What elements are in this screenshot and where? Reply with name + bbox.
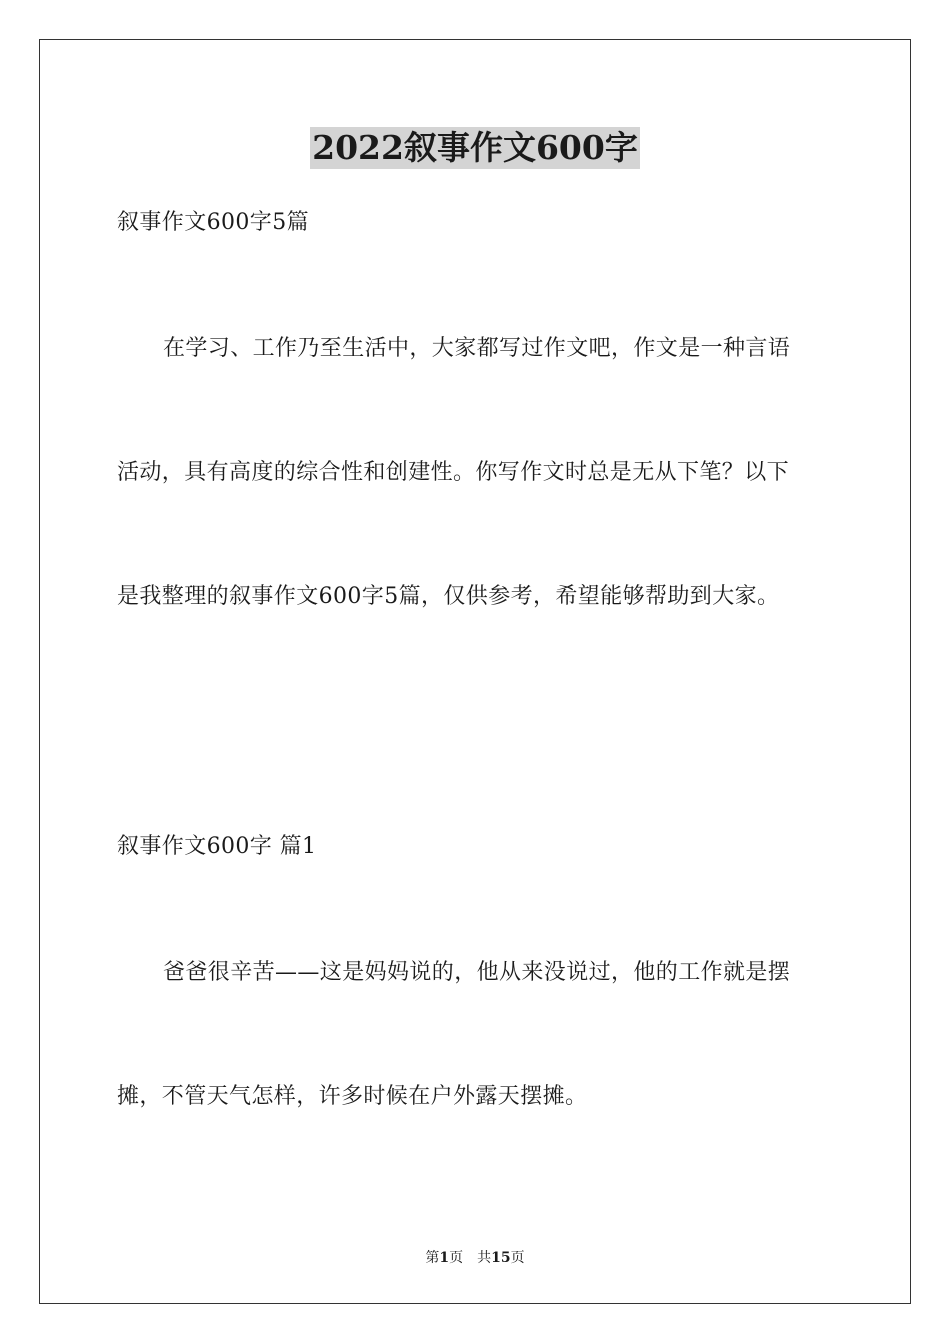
intro-line-1: 在学习、工作乃至生活中，大家都写过作文吧，作文是一种言语: [163, 336, 791, 361]
document-subtitle: 叙事作文600字5篇: [117, 210, 309, 235]
intro-line-3: 是我整理的叙事作文600字5篇，仅供参考，希望能够帮助到大家。: [117, 584, 780, 609]
document-title: 2022叙事作文600字: [312, 128, 638, 167]
page-footer: [0, 1248, 950, 1268]
intro-line-2: 活动，具有高度的综合性和创建性。你写作文时总是无从下笔？以下: [117, 460, 790, 485]
section-1-line-2: 摊，不管天气怎样，许多时候在户外露天摆摊。: [117, 1084, 588, 1109]
footer-page-mid: 页 共: [449, 1250, 492, 1266]
footer-page-current: 1: [439, 1250, 450, 1266]
section-1-heading: 叙事作文600字 篇1: [117, 834, 317, 859]
section-1-line-1: 爸爸很辛苦——这是妈妈说的，他从来没说过，他的工作就是摆: [163, 960, 791, 985]
footer-page-suffix: 页: [510, 1250, 525, 1266]
footer-page-total: 15: [491, 1250, 511, 1266]
footer-page-prefix: 第: [425, 1250, 440, 1266]
title-container: [0, 127, 950, 169]
